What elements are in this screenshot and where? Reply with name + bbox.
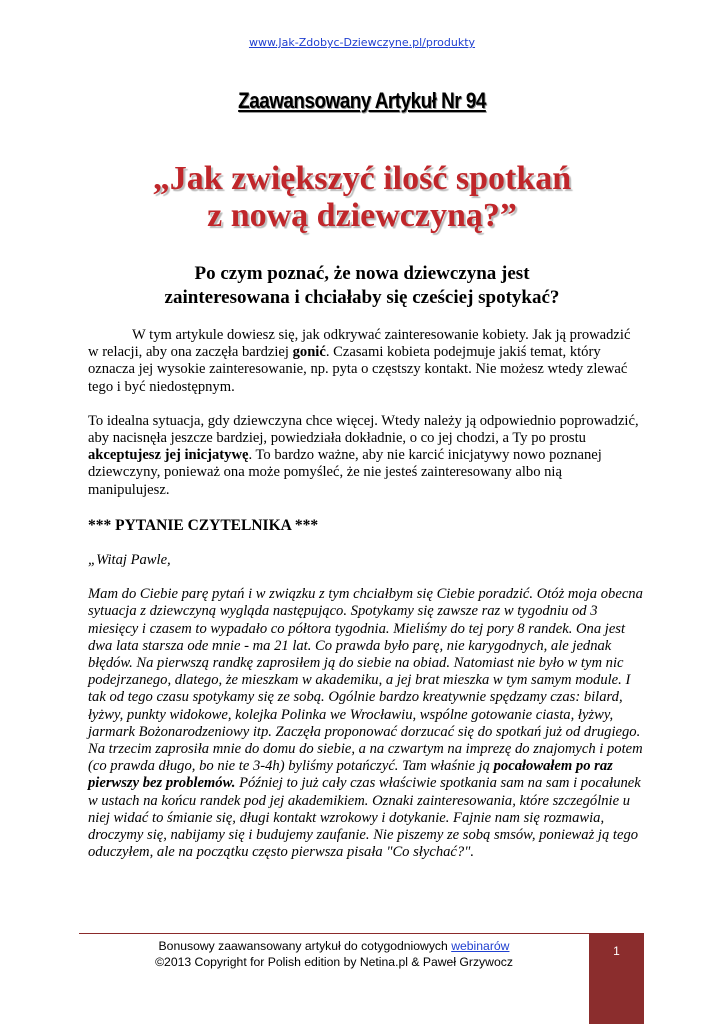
footer-webinar-link[interactable]: webinarów	[451, 939, 510, 953]
footer-line-1	[79, 938, 589, 954]
paragraph-intro-bold: gonić	[292, 344, 326, 361]
header-link[interactable]: www.Jak-Zdobyc-Dziewczyne.pl/produkty	[248, 36, 476, 49]
page-number: 1	[613, 944, 620, 958]
footer-line-1-text: Bonusowy zaawansowany artykuł do cotygodniowych	[158, 939, 452, 953]
paragraph-second-text-1: To idealna sytuacja, gdy dziewczyna chce więcej. Wtedy należy ją odpowiednio poprowadzić, aby nacisnęła jeszcze bardziej, powiedziała dokładnie, o co jej chodzi, a Ty po prostu	[88, 412, 639, 447]
title-line-1: „Jak zwiększyć ilość spotkań	[152, 160, 572, 197]
letter-greeting: „Witaj Pawle,	[88, 552, 171, 569]
footer-divider	[79, 933, 644, 934]
paragraph-second	[88, 413, 643, 499]
footer	[79, 938, 589, 970]
article-subtitle	[0, 262, 724, 310]
title-line-2: z nową dziewczyną?”	[207, 197, 517, 234]
letter-text-2: Później to już cały czas właściwie spotkania sam na sam i pocałunek w ustach na końcu randek pod jej akademikiem. Oznaki zainteresowania, które szczególnie u niej widać to śmianie się, długi kontakt wzrokowy i dotykanie. Fajnie nam się rozmawia, droczymy się, nabijamy się i budujemy zaufanie. Nie piszemy ze sobą smsów, ponieważ ją tego oduczyłem, ale na początku często pierwsza pisała "Co słychać?".	[88, 775, 641, 861]
letter-bold: pocałowałem po raz pierwszy bez problemów.	[88, 758, 613, 792]
article-label: Zaawansowany Artykuł Nr 94	[238, 88, 486, 113]
paragraph-intro-text-2: . Czasami kobieta podejmuje jakiś temat, który oznacza jej wysokie zainteresowanie, np. pyta o częstszy kontakt. Nie możesz wtedy zlewać tego i być niedostępnym.	[88, 344, 628, 395]
footer-copyright: ©2013 Copyright for Polish edition by Netina.pl & Paweł Grzywocz	[155, 955, 513, 969]
letter-body	[88, 586, 643, 861]
article-title	[0, 160, 724, 234]
subtitle-line-2: zainteresowana i chciałaby się cześciej spotykać?	[164, 287, 560, 308]
paragraph-second-bold: akceptujesz jej inicjatywę	[88, 447, 249, 464]
paragraph-intro-text-1: W tym artykule dowiesz się, jak odkrywać zainteresowanie kobiety. Jak ją prowadzić w relacji, aby ona zaczęła bardziej	[88, 327, 631, 361]
subtitle-line-1: Po czym poznać, że nowa dziewczyna jest	[194, 263, 530, 284]
question-heading: *** PYTANIE CZYTELNIKA ***	[88, 516, 319, 534]
article-body	[88, 327, 643, 861]
paragraph-second-text-2: . To bardzo ważne, aby nie karcić inicjatywy nowo poznanej dziewczyny, ponieważ ona może pomyśleć, że nie jesteś zainteresowany albo nią manipulujesz.	[88, 447, 602, 498]
letter-text-1: Mam do Ciebie parę pytań i w związku z tym chciałbym się Ciebie poradzić. Otóż moja obecna sytuacja z dziewczyną wygląda następująco. Spotykamy się zawsze raz w tygodniu od 3 miesięcy i czasem to wypadało co półtora tygodnia. Mieliśmy do tej pory 8 randek. Ona jest dwa lata starsza ode mnie - ma 21 lat. Co prawda było parę, nie karygodnych, ale jednak błędów. Na pierwszą randkę zaprosiłem ją do siebie na obiad. Natomiast nie było w tym nic podejrzanego, dlatego, że mieszkam w akademiku, a jej brat mieszka w tym samym module. I tak od tego czasu spotykamy się ze sobą. Ogólnie bardzo kreatywnie spędzamy czas: bilard, łyżwy, punkty widokowe, kolejka Polinka we Wrocławiu, wspólne gotowanie ciasta, łyżwy, jarmark Bożonarodzeniowy itp. Zaczęła proponować dorzucać się do spotkań już od drugiego. Na trzecim zaprosiła mnie do domu do siebie, a na czwartym na imprezę do znajomych i potem (co prawda długo, bo nie te 3-4h) byliśmy potańczyć. Tam właśnie ją	[88, 586, 643, 775]
page-number-box	[589, 934, 644, 1024]
paragraph-intro	[88, 327, 643, 396]
header-url	[0, 36, 724, 49]
